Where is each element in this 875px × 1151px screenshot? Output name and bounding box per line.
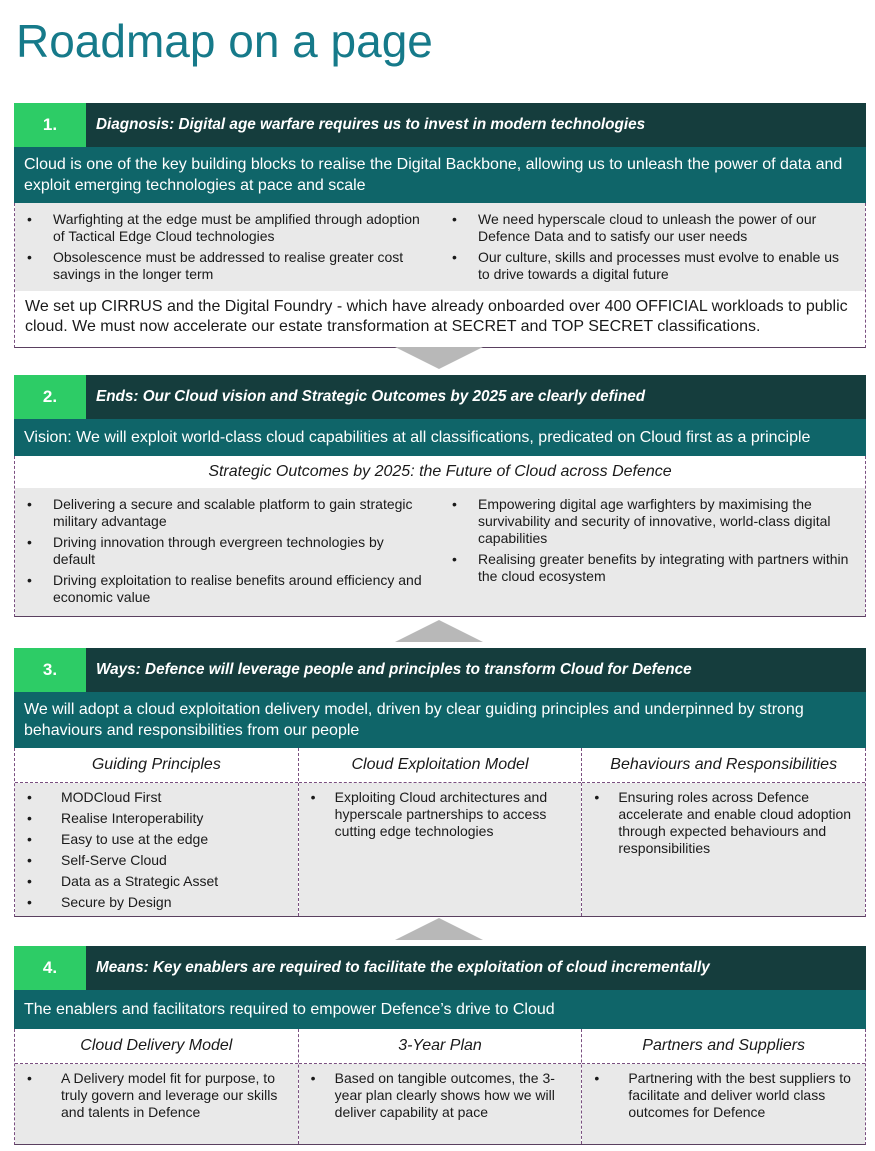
section-header xyxy=(14,375,866,419)
section-number: 4. xyxy=(14,946,86,990)
arrow-up-icon xyxy=(395,918,483,940)
bullet-list-left xyxy=(15,496,440,610)
column-body xyxy=(299,1064,582,1144)
section-title: Ends: Our Cloud vision and Strategic Outcomes by 2025 are clearly defined xyxy=(96,388,646,405)
bullet-columns xyxy=(15,488,865,616)
column-title: Guiding Principles xyxy=(15,748,298,783)
section-body xyxy=(14,456,866,617)
list-item: • Driving exploitation to realise benefits around efficiency and economic value xyxy=(15,572,426,606)
list-item: • Data as a Strategic Asset xyxy=(15,873,292,890)
section-header xyxy=(14,648,866,692)
column-body xyxy=(15,783,298,916)
section-header xyxy=(14,946,866,990)
section-intro: We will adopt a cloud exploitation delivery model, driven by clear guiding principles and underpinned by strong behaviours and responsibilities from our people xyxy=(14,692,866,748)
bullet-list xyxy=(299,789,576,840)
section-intro: Cloud is one of the key building blocks to realise the Digital Backbone, allowing us to unleash the power of data and exploit emerging technologies at pace and scale xyxy=(14,147,866,203)
bullet-list xyxy=(15,1070,292,1121)
bullet-list-right xyxy=(440,496,865,610)
list-item: • Delivering a secure and scalable platform to gain strategic military advantage xyxy=(15,496,426,530)
list-item: • Easy to use at the edge xyxy=(15,831,292,848)
bullet-list xyxy=(299,1070,576,1121)
list-item: • Warfighting at the edge must be amplified through adoption of Tactical Edge Cloud technologies xyxy=(15,211,428,245)
column-guiding-principles xyxy=(15,748,299,916)
section-body xyxy=(14,203,866,348)
section-number: 3. xyxy=(14,648,86,692)
section-header xyxy=(14,103,866,147)
list-item: • We need hyperscale cloud to unleash the power of our Defence Data and to satisfy our user needs xyxy=(440,211,853,245)
section-footer-text: We set up CIRRUS and the Digital Foundry - which have already onboarded over 400 OFFICIAL workloads to public cloud. We must now accelerate our estate transformation at SECRET and TOP SECRET classifications. xyxy=(15,291,865,347)
column-behaviours-responsibilities xyxy=(582,748,865,916)
section-ways xyxy=(14,648,866,917)
section-title: Means: Key enablers are required to facilitate the exploitation of cloud incrementally xyxy=(96,959,710,976)
list-item: • Based on tangible outcomes, the 3-year plan clearly shows how we will deliver capability at pace xyxy=(299,1070,576,1121)
column-partners-suppliers xyxy=(582,1029,865,1144)
bullet-list xyxy=(15,789,292,911)
column-title: Partners and Suppliers xyxy=(582,1029,865,1064)
bullet-list xyxy=(582,789,859,857)
list-item: • Ensuring roles across Defence accelerate and enable cloud adoption through expected behaviours and responsibilities xyxy=(582,789,859,857)
section-means xyxy=(14,946,866,1145)
arrow-up-icon xyxy=(395,620,483,642)
list-item: • Self-Serve Cloud xyxy=(15,852,292,869)
arrow-down-icon xyxy=(395,347,483,369)
column-title: Behaviours and Responsibilities xyxy=(582,748,865,783)
section-subheader: Strategic Outcomes by 2025: the Future of Cloud across Defence xyxy=(15,456,865,488)
section-number: 1. xyxy=(14,103,86,147)
section-diagnosis xyxy=(14,103,866,348)
page-title: Roadmap on a page xyxy=(16,15,433,67)
section-title: Ways: Defence will leverage people and principles to transform Cloud for Defence xyxy=(96,661,692,678)
list-item: • MODCloud First xyxy=(15,789,292,806)
section-ends xyxy=(14,375,866,617)
list-item: • Driving innovation through evergreen technologies by default xyxy=(15,534,426,568)
section-intro: The enablers and facilitators required to empower Defence’s drive to Cloud xyxy=(14,990,866,1029)
list-item: • Exploiting Cloud architectures and hyperscale partnerships to access cutting edge technologies xyxy=(299,789,576,840)
column-body xyxy=(299,783,582,916)
column-3-year-plan xyxy=(299,1029,583,1144)
list-item: • Our culture, skills and processes must evolve to enable us to drive towards a digital future xyxy=(440,249,853,283)
column-body xyxy=(582,783,865,916)
bullet-list-left xyxy=(15,211,440,287)
list-item: • Empowering digital age warfighters by maximising the survivability and security of innovative, world-class digital capabilities xyxy=(440,496,851,547)
column-grid xyxy=(14,1029,866,1145)
list-item: • Realise Interoperability xyxy=(15,810,292,827)
list-item: • Secure by Design xyxy=(15,894,292,911)
bullet-list-right xyxy=(440,211,865,287)
section-title: Diagnosis: Digital age warfare requires us to invest in modern technologies xyxy=(96,116,646,133)
bullet-columns xyxy=(15,203,865,291)
bullet-list xyxy=(582,1070,859,1121)
column-cloud-delivery-model xyxy=(15,1029,299,1144)
list-item: • Obsolescence must be addressed to realise greater cost savings in the longer term xyxy=(15,249,428,283)
column-title: Cloud Delivery Model xyxy=(15,1029,298,1064)
list-item: • A Delivery model fit for purpose, to truly govern and leverage our skills and talents in Defence xyxy=(15,1070,292,1121)
column-body xyxy=(582,1064,865,1144)
column-title: Cloud Exploitation Model xyxy=(299,748,582,783)
section-number: 2. xyxy=(14,375,86,419)
list-item: • Realising greater benefits by integrating with partners within the cloud ecosystem xyxy=(440,551,851,585)
column-body xyxy=(15,1064,298,1144)
column-cloud-exploitation-model xyxy=(299,748,583,916)
column-title: 3-Year Plan xyxy=(299,1029,582,1064)
column-grid xyxy=(14,748,866,917)
list-item: • Partnering with the best suppliers to facilitate and deliver world class outcomes for Defence xyxy=(582,1070,859,1121)
vision-statement: Vision: We will exploit world-class cloud capabilities at all classifications, predicated on Cloud first as a principle xyxy=(14,419,866,456)
